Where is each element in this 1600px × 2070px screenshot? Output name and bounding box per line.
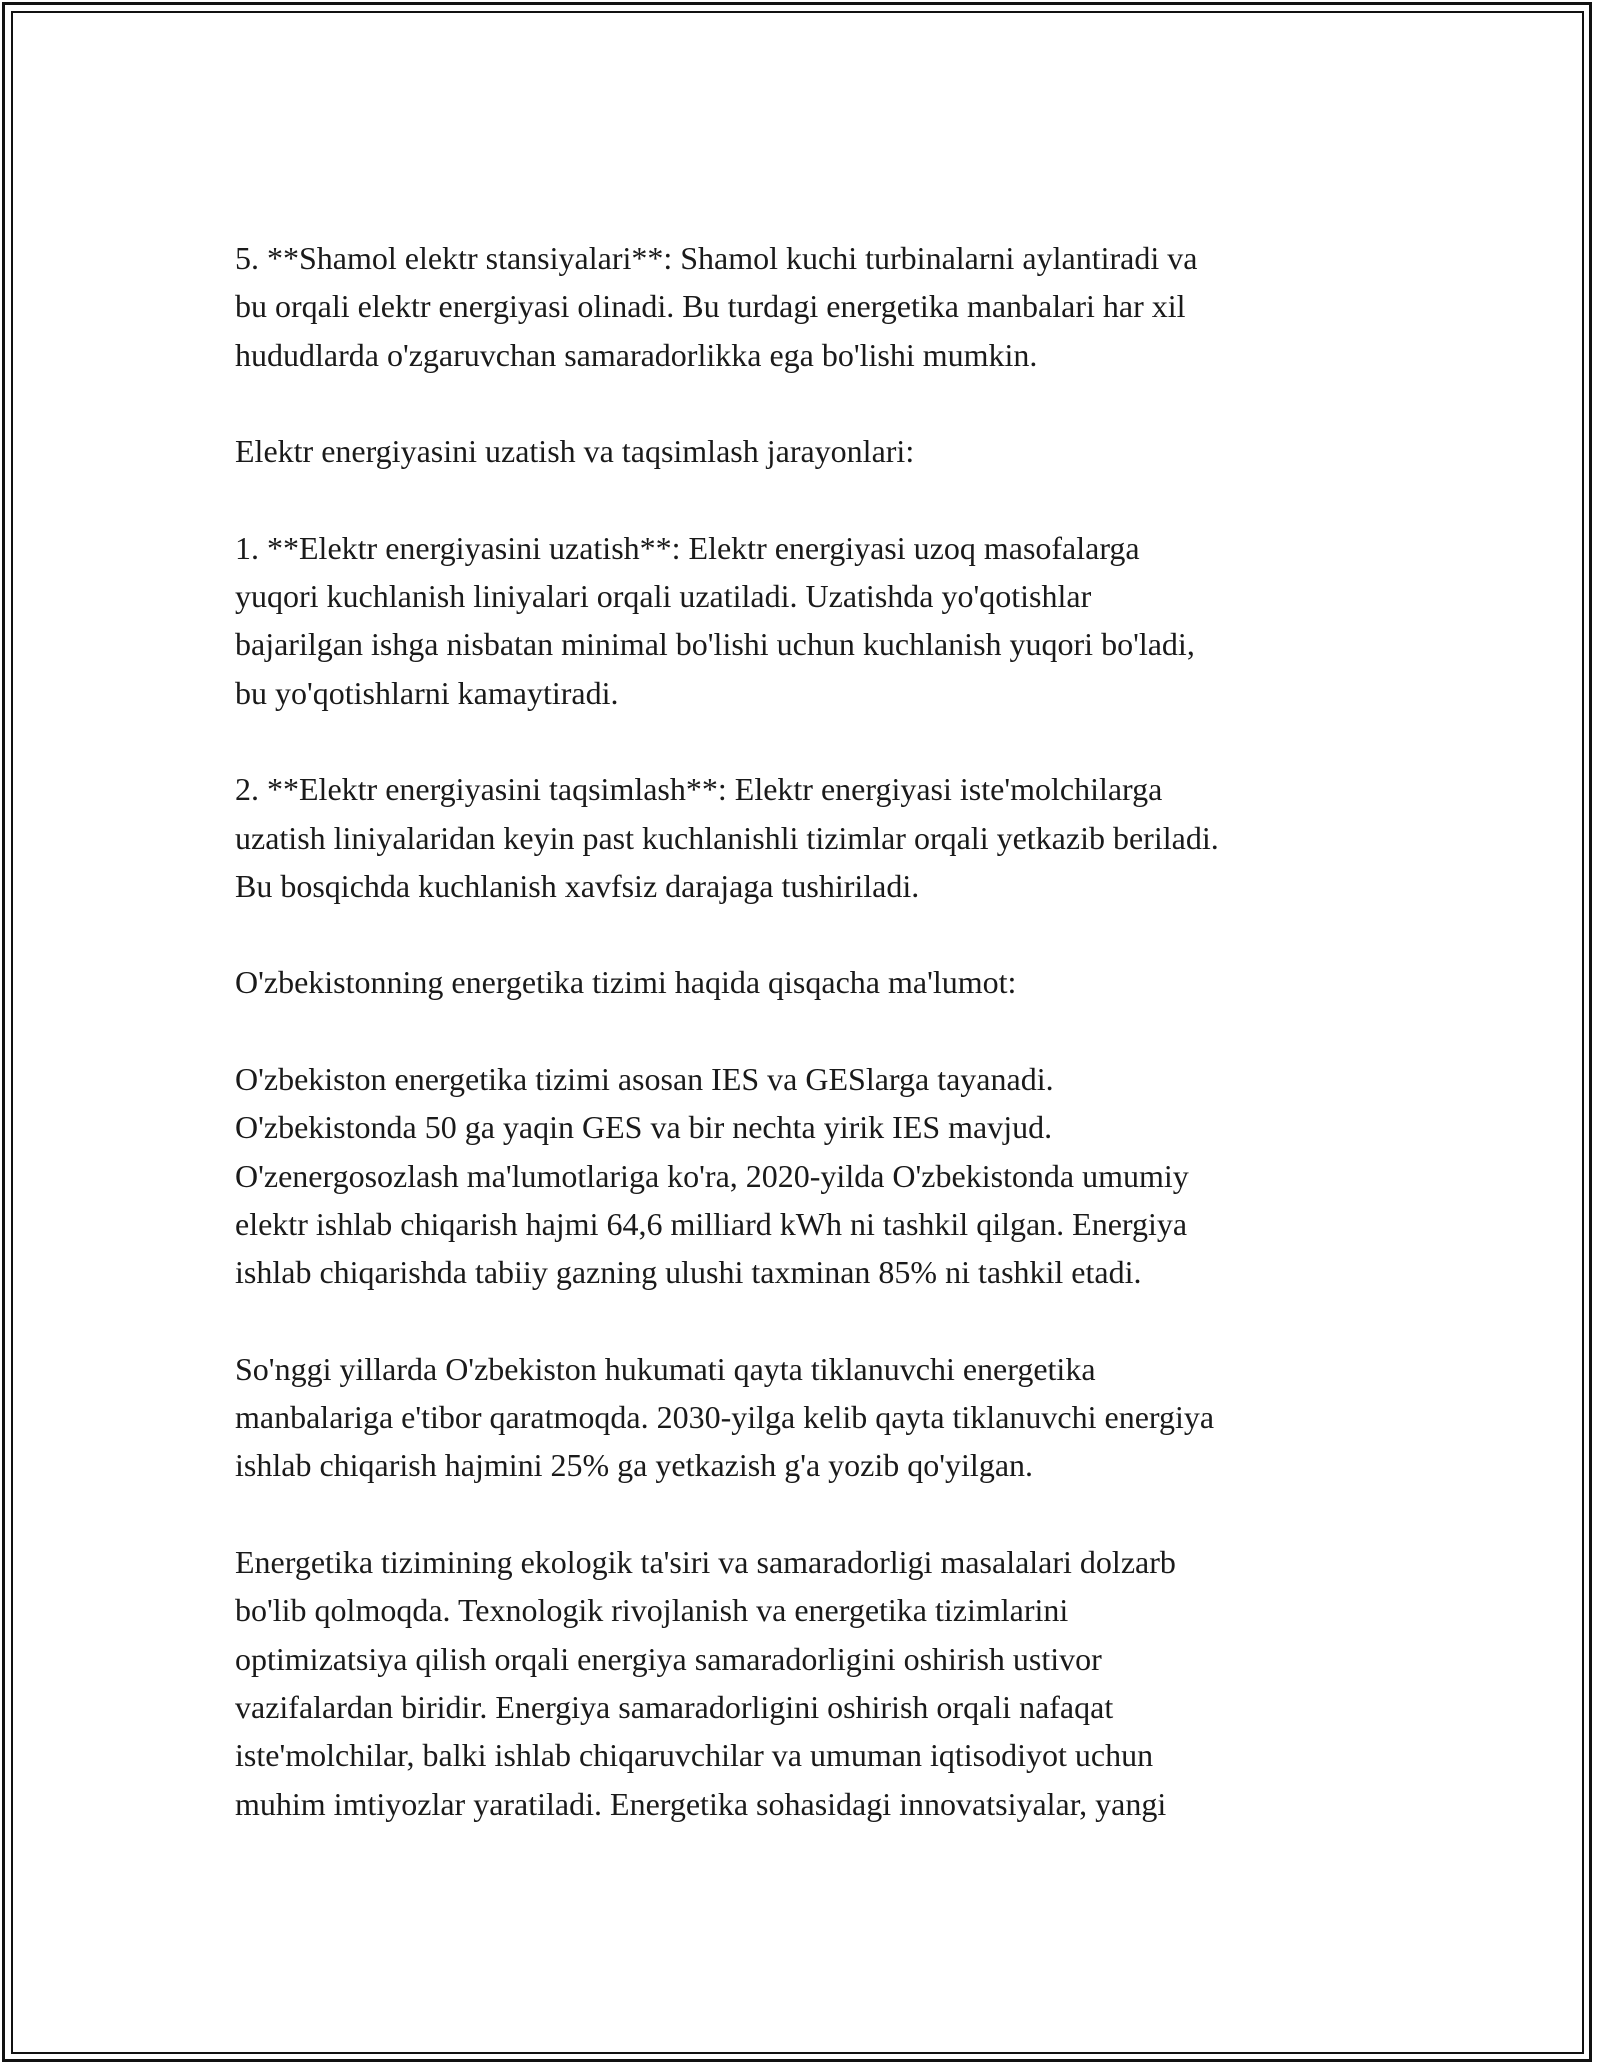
paragraph-transmission: 1. **Elektr energiyasini uzatish**: Elektr energiyasi uzoq masofalarga yuqori kuchlanish liniyalari orqali uzatiladi. Uzatishda yo'qotishlar bajarilgan ishga nisbatan minimal bo'lishi uchun kuchlanish yuqori bo'ladi, bu yo'qotishlarni kamaytiradi.	[235, 529, 1195, 711]
document-body	[235, 234, 1375, 1828]
heading-transmission-distribution: Elektr energiyasini uzatish va taqsimlash jarayonlari:	[235, 433, 915, 470]
paragraph-wind-power-stations: 5. **Shamol elektr stansiyalari**: Shamol kuchi turbinalarni aylantiradi va bu orqali elektr energiyasi olinadi. Bu turdagi energetika manbalari har xil hududlarda o'zgaruvchan samaradorlikka ega bo'lishi mumkin.	[235, 240, 1198, 373]
heading-uzbekistan-energy-system: O'zbekistonning energetika tizimi haqida qisqacha ma'lumot:	[235, 964, 1017, 1001]
paragraph-ecology-efficiency: Energetika tizimining ekologik ta'siri va samaradorligi masalalari dolzarb bo'lib qolmoqda. Texnologik rivojlanish va energetika tizimlarini optimizatsiya qilish orqali energiya samaradorligini oshirish ustivor vazifalardan biridir. Energiya samaradorligini oshirish orqali nafaqat iste'molchilar, balki ishlab chiqaruvchilar va umuman iqtisodiyot uchun muhim imtiyozlar yaratiladi. Energetika sohasidagi innovatsiyalar, yangi	[235, 1544, 1176, 1822]
paragraph-renewable-goals: So'nggi yillarda O'zbekiston hukumati qayta tiklanuvchi energetika manbalariga e'tibor qaratmoqda. 2030-yilga kelib qayta tiklanuvchi energiya ishlab chiqarish hajmini 25% ga yetkazish g'a yozib qo'yilgan.	[235, 1350, 1215, 1484]
paragraph-uzbekistan-overview: O'zbekiston energetika tizimi asosan IES va GESlarga tayanadi. O'zbekistonda 50 ga yaqin GES va bir nechta yirik IES mavjud. O'zenergosozlash ma'lumotlariga ko'ra, 2020-yilda O'zbekistonda umumiy elektr ishlab chiqarish hajmi 64,6 milliard kWh ni tashkil qilgan. Energiya ishlab chiqarishda tabiiy gazning ulushi taxminan 85% ni tashkil etadi.	[235, 1061, 1189, 1291]
paragraph-distribution: 2. **Elektr energiyasini taqsimlash**: Elektr energiyasi iste'molchilarga uzatish liniyalaridan keyin past kuchlanishli tizimlar orqali yetkazib beriladi. Bu bosqichda kuchlanish xavfsiz darajaga tushiriladi.	[235, 771, 1219, 904]
